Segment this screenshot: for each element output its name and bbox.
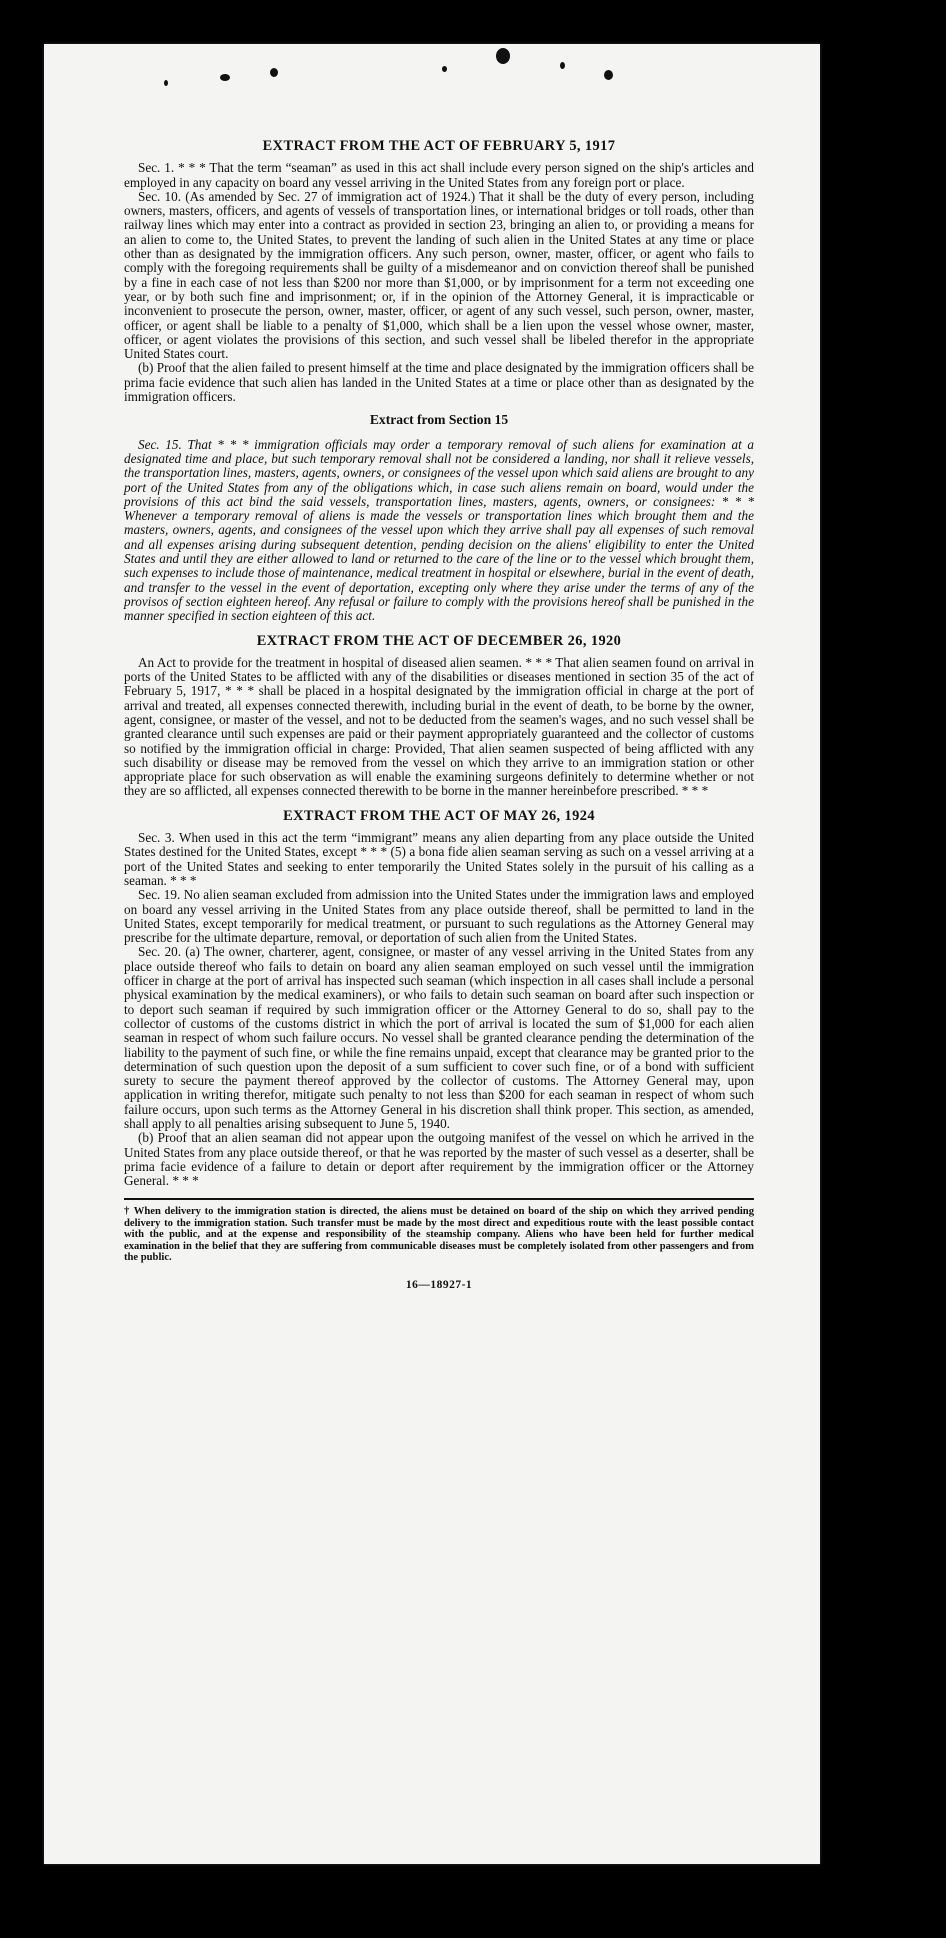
section-15-paragraph: Sec. 15. That * * * immigration officials may order a temporary removal of such aliens for examination at a designated time and place, but such temporary removal shall not be considered a landing, nor shall it relieve vessels, the transportation lines, masters, agents, owners, or consignees of the vessel upon which said aliens are brought to any port of the United States from any of the obligations which, in case such aliens remain on board, would under the provisions of this act bind the said vessels, transportation lines, masters, agents, owners, or consignees: * * * Whenever a temporary removal of aliens is made the vessels or transportation lines which brought them and the masters, owners, agents, and consignees of the vessel upon which they arrive shall pay all expenses of such removal and all expenses arising during subsequent detention, pending decision on the aliens' eligibility to enter the United States and until they are either allowed to land or returned to the care of the line or to the vessel which brought them, such expenses to include those of maintenance, medical treatment in hospital or elsewhere, burial in the event of death, and transfer to the vessel in the event of deportation, excepting only where they arise under the terms of any of the provisos of section eighteen hereof. Any refusal or failure to comply with the provisions hereof shall be punished in the manner specified in section eighteen of this act. (124, 436, 754, 624)
section-10b-paragraph: (b) Proof that the alien failed to present himself at the time and place designated by the immigration officers shall be prima facie evidence that such alien has landed in the United States at a time or place other than as designated by the immigration officers. (124, 360, 754, 405)
scan-speck (220, 74, 230, 81)
document-body (124, 129, 754, 1292)
footnote: † When delivery to the immigration station is directed, the aliens must be detained on board of the ship on which they arrived pending delivery to the immigration station. Such transfer must be made by the most direct and expeditious route with the least possible contact with the public, and at the expense and responsibility of the steamship company. Aliens who have been held for further medical examination in the belief that they are suffering from communicable diseases must be completely isolated from other passengers and from the public. (124, 1206, 754, 1264)
document-page (44, 44, 820, 1864)
section-3-paragraph: Sec. 3. When used in this act the term “immigrant” means any alien departing from any place outside the United States destined for the United States, except * * * (5) a bona fide alien seaman serving as such on a vessel arriving at a port of the United States and seeking to enter temporarily the United States solely in the pursuit of his calling as a seaman. * * * (124, 830, 754, 888)
scan-speck (604, 70, 613, 80)
heading-1920: EXTRACT FROM THE ACT OF DECEMBER 26, 1920 (256, 632, 622, 649)
footnote-divider (124, 1198, 754, 1200)
heading-1924: EXTRACT FROM THE ACT OF MAY 26, 1924 (283, 807, 595, 824)
heading-1917: EXTRACT FROM THE ACT OF FEBRUARY 5, 1917 (262, 138, 616, 154)
act-1920-paragraph: An Act to provide for the treatment in hospital of diseased alien seamen. * * * That alien seamen found on arrival in ports of the United States to be afflicted with any of the disabilities or diseases mentioned in section 35 of the act of February 5, 1917, * * * shall be placed in a hospital designated by the immigration official in charge at the port of arrival and treated, all expenses connected therewith, including burial in the event of death, to be borne by the owner, agent, consignee, or master of the vessel, and not to be deducted from the seamen's wages, and no such vessel shall be granted clearance until such expenses are paid or their payment appropriately guaranteed and the collector of customs so notified by the immigration official in charge: Provided, That alien seamen suspected of being afflicted with any such disability or disease may be removed from the vessel on which they arrive to an immigration station or other appropriate place for such observation as will enable the examining surgeons definitely to determine whether or not they are so afflicted, all expenses connected therewith to be borne in the manner hereinbefore prescribed. * * * (124, 654, 754, 799)
scan-speck (442, 66, 447, 72)
document-number: 16—18927-1 (405, 1278, 473, 1291)
scan-speck (164, 80, 168, 86)
section-19-paragraph: Sec. 19. No alien seaman excluded from admission into the United States under the immigration laws and employed on board any vessel arriving in the United States from any place outside thereof, shall be permitted to land in the United States, except temporarily for medical treatment, or pursuant to such regulations as the Attorney General may prescribe for the ultimate departure, removal, or deportation of such alien from the United States. (124, 887, 754, 946)
section-20-paragraph: Sec. 20. (a) The owner, charterer, agent, consignee, or master of any vessel arriving in the United States from any place outside thereof who fails to detain on board any alien seaman employed on such vessel until the immigration officer in charge at the port of arrival has inspected such seaman (which inspection in all cases shall include a personal physical examination by the medical examiners), or who fails to detain such seaman on board after such inspection or to deport such seaman if required by such immigration officer or the Attorney General to do so, shall pay to the collector of customs of the customs district in which the port of arrival is located the sum of $1,000 for each alien seaman in respect of whom such failure occurs. No vessel shall be granted clearance pending the determination of the liability to the payment of such fine, or while the fine remains unpaid, except that clearance may be granted prior to the determination of such question upon the deposit of a sum sufficient to cover such fine, or of a bond with sufficient surety to secure the payment thereof approved by the collector of customs. The Attorney General may, upon application in writing therefor, mitigate such penalty to not less than $200 for each seaman in respect of whom such failure occurs, upon such terms as the Attorney General in his discretion shall think proper. This section, as amended, shall apply to all penalties arising subsequent to June 5, 1940. (124, 944, 754, 1131)
section-20b-paragraph: (b) Proof that an alien seaman did not appear upon the outgoing manifest of the vessel on which he arrived in the United States from any place outside thereof, or that he was reported by the master of such vessel as a deserter, shall be prima facie evidence of a failure to detain or deport after requirement by the immigration officer or the Attorney General. * * * (124, 1130, 754, 1189)
scan-speck (270, 68, 278, 77)
section-10-paragraph: Sec. 10. (As amended by Sec. 27 of immigration act of 1924.) That it shall be the duty of every person, including owners, masters, officers, and agents of vessels of transportation lines, or international bridges or toll roads, other than railway lines which may enter into a contract as provided in section 23, bringing an alien to, or providing a means for an alien to come to, the United States, to prevent the landing of such alien in the United States at any time or place other than as designated by the immigration officers. Any such person, owner, master, officer, or agent who fails to comply with the foregoing requirements shall be guilty of a misdemeanor and on conviction thereof shall be punished by a fine in each case of not less than $200 nor more than $1,000, or by imprisonment for a term not exceeding one year, or by both such fine and imprisonment; or, if in the opinion of the Attorney General, it is impracticable or inconvenient to prosecute the person, owner, master, officer, or agent of any such vessel, such person, owner, master, officer, or agent shall be liable to a penalty of $1,000, which shall be a lien upon the vessel whose owner, master, officer, or agent violates the provisions of this section, and such vessel shall be libeled therefor in the appropriate United States court. (124, 188, 754, 362)
subheading-section-15: Extract from Section 15 (369, 412, 509, 428)
scan-speck (560, 62, 565, 69)
section-1-paragraph: Sec. 1. * * * That the term “seaman” as used in this act shall include every person signed on the ship's articles and employed in any capacity on board any vessel arriving in the United States from any foreign port or place. (124, 160, 754, 190)
scan-speck (496, 48, 510, 64)
